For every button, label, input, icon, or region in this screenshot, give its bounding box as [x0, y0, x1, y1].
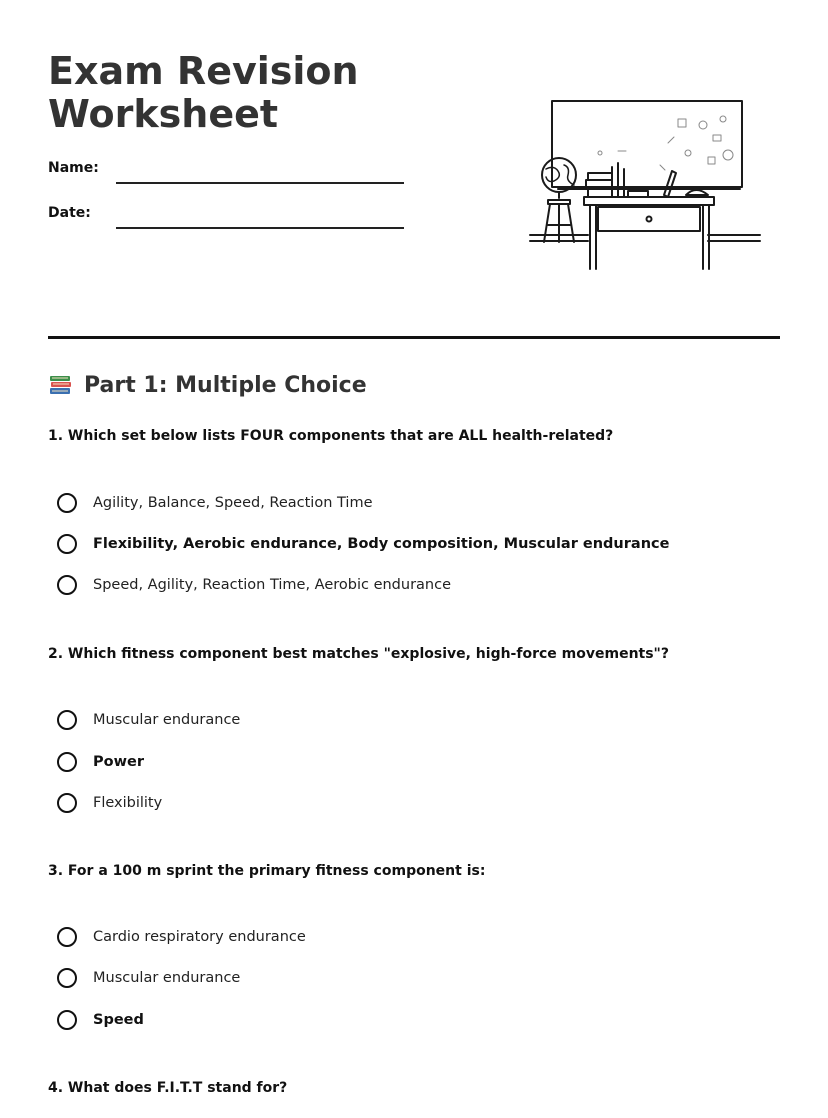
radio-button[interactable] — [57, 575, 77, 595]
answer-option[interactable] — [57, 531, 669, 557]
books-stack-icon — [586, 163, 624, 197]
radio-button[interactable] — [57, 493, 77, 513]
classroom-illustration — [528, 95, 762, 275]
name-label: Name: — [48, 160, 99, 176]
answer-option[interactable] — [57, 965, 240, 991]
date-line[interactable] — [116, 227, 404, 229]
title-line-1: Exam Revision — [48, 49, 359, 93]
date-label: Date: — [48, 205, 91, 221]
answer-option[interactable] — [57, 749, 144, 775]
date-field[interactable] — [48, 205, 408, 235]
option-label: Muscular endurance — [93, 970, 241, 986]
globe-icon — [542, 158, 576, 242]
option-label: Flexibility, Aerobic endurance, Body composition, Muscular endurance — [93, 536, 670, 552]
radio-button[interactable] — [57, 968, 77, 988]
worksheet-title — [48, 50, 359, 136]
name-field[interactable] — [48, 160, 408, 190]
option-label: Speed — [93, 1012, 144, 1028]
answer-option[interactable] — [57, 490, 373, 516]
option-label: Power — [93, 754, 144, 770]
answer-option[interactable] — [57, 572, 451, 598]
part-1-title: Part 1: Multiple Choice — [84, 372, 367, 398]
option-label: Agility, Balance, Speed, Reaction Time — [93, 495, 373, 511]
option-label: Flexibility — [93, 795, 163, 811]
option-label: Cardio respiratory endurance — [93, 929, 306, 945]
option-label: Speed, Agility, Reaction Time, Aerobic endurance — [93, 577, 452, 593]
question-1: 1. Which set below lists FOUR components that are ALL health-related? — [48, 428, 614, 444]
radio-button[interactable] — [57, 534, 77, 554]
title-line-2: Worksheet — [48, 92, 279, 136]
question-4: 4. What does F.I.T.T stand for? — [48, 1080, 288, 1096]
answer-option[interactable] — [57, 1007, 144, 1033]
question-3: 3. For a 100 m sprint the primary fitness component is: — [48, 863, 486, 879]
radio-button[interactable] — [57, 793, 77, 813]
radio-button[interactable] — [57, 1010, 77, 1030]
section-divider — [48, 336, 780, 339]
desk-items-icon — [628, 171, 708, 197]
books-icon — [48, 372, 74, 398]
radio-button[interactable] — [57, 927, 77, 947]
part-1-heading — [48, 372, 367, 398]
answer-option[interactable] — [57, 924, 306, 950]
chalkboard-icon — [552, 101, 742, 189]
question-2: 2. Which fitness component best matches "explosive, high-force movements"? — [48, 646, 669, 662]
answer-option[interactable] — [57, 790, 162, 816]
radio-button[interactable] — [57, 752, 77, 772]
option-label: Muscular endurance — [93, 712, 241, 728]
desk-icon — [530, 197, 760, 269]
answer-option[interactable] — [57, 707, 240, 733]
radio-button[interactable] — [57, 710, 77, 730]
name-line[interactable] — [116, 182, 404, 184]
